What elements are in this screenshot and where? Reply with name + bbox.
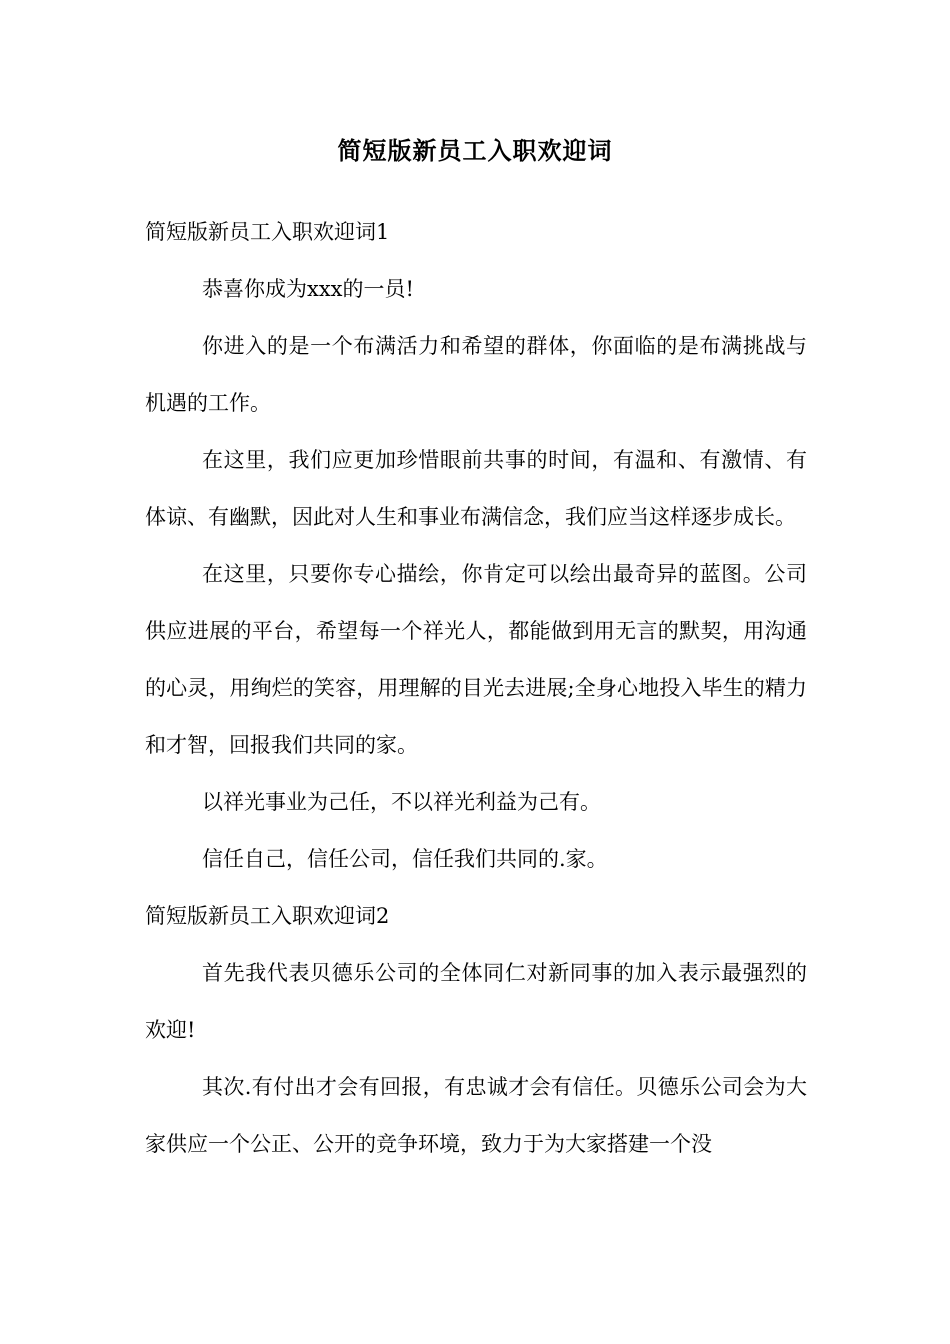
document-body <box>145 204 807 1173</box>
paragraph: 你进入的是一个布满活力和希望的群体，你面临的是布满挑战与机遇的工作。 <box>145 334 807 415</box>
paragraph: 其次.有付出才会有回报，有忠诚才会有信任。贝德乐公司会为大家供应一个公正、公开的竞争环境，致力于为大家搭建一个没 <box>145 1075 807 1156</box>
paragraph: 恭喜你成为xxx的一员! <box>202 277 414 301</box>
paragraph: 在这里，我们应更加珍惜眼前共事的时间，有温和、有激情、有体谅、有幽默，因此对人生和事业布满信念，我们应当这样逐步成长。 <box>145 448 807 529</box>
paragraph: 首先我代表贝德乐公司的全体同仁对新同事的加入表示最强烈的欢迎! <box>145 961 807 1042</box>
paragraph: 以祥光事业为己任，不以祥光利益为己有。 <box>202 790 601 814</box>
section-heading-1: 简短版新员工入职欢迎词1 <box>145 220 390 244</box>
paragraph: 在这里，只要你专心描绘，你肯定可以绘出最奇异的蓝图。公司供应进展的平台，希望每一个祥光人，都能做到用无言的默契，用沟通的心灵，用绚烂的笑容，用理解的目光去进展;全身心地投入毕生的精力和才智，回报我们共同的家。 <box>145 562 807 757</box>
paragraph: 信任自己，信任公司，信任我们共同的.家。 <box>202 847 608 871</box>
section-heading-2: 简短版新员工入职欢迎词2 <box>145 904 390 928</box>
document-title: 简短版新员工入职欢迎词 <box>337 136 613 165</box>
